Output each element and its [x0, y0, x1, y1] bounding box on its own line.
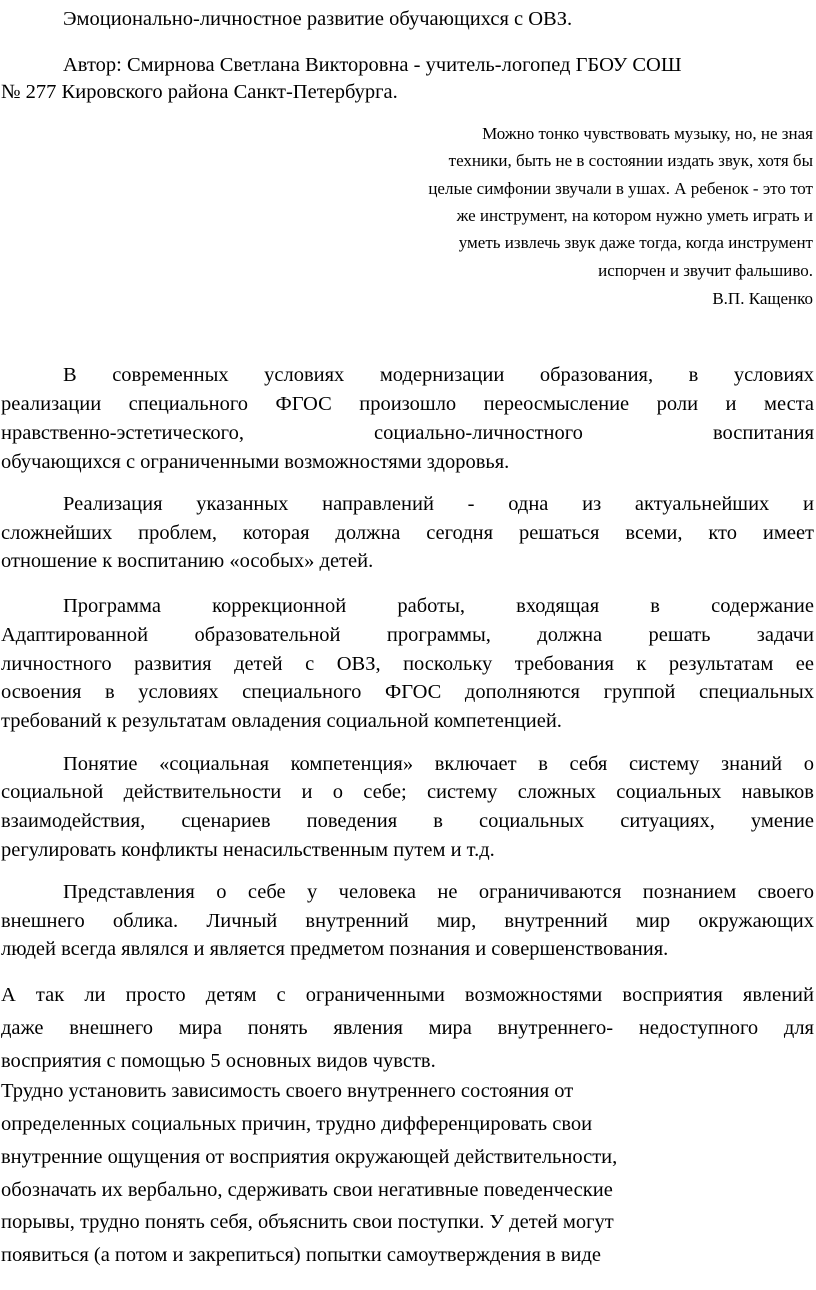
paragraph-line: нравственно-эстетического, социально-личностного воспитания	[1, 422, 814, 444]
paragraph-line: восприятия с помощью 5 основных видов чувств.	[1, 1050, 436, 1072]
paragraph-line: Реализация указанных направлений - одна из актуальнейших и	[63, 493, 814, 515]
epigraph-line: Можно тонко чувствовать музыку, но, не зная	[482, 124, 813, 143]
paragraph-line: сложнейших проблем, которая должна сегодня решаться всеми, кто имеет	[1, 522, 814, 544]
paragraph-line: Представления о себе у человека не ограничиваются познанием своего	[63, 881, 814, 903]
paragraph-line: требований к результатам овладения социальной компетенцией.	[1, 710, 562, 732]
paragraph-line: отношение к воспитанию «особых» детей.	[1, 550, 374, 572]
document-title: Эмоционально-личностное развитие обучающихся с ОВЗ.	[63, 8, 573, 30]
paragraph-line: обозначать их вербально, сдерживать свои негативные поведенческие	[1, 1179, 613, 1201]
paragraph-line: обучающихся с ограниченными возможностями здоровья.	[1, 451, 510, 473]
epigraph-author: В.П. Кащенко	[712, 289, 813, 308]
paragraph-line: людей всегда являлся и является предметом познания и совершенствования.	[1, 938, 669, 960]
author-line-1: Автор: Смирнова Светлана Викторовна - учитель-логопед ГБОУ СОШ	[63, 54, 682, 76]
paragraph-line: личностного развития детей с ОВЗ, поскольку требования к результатам ее	[1, 653, 814, 675]
epigraph-line: испорчен и звучит фальшиво.	[598, 261, 813, 280]
epigraph-line: техники, быть не в состоянии издать звук, хотя бы	[448, 151, 813, 170]
epigraph-line: уметь извлечь звук даже тогда, когда инструмент	[458, 233, 813, 252]
paragraph-line: Понятие «социальная компетенция» включает в себя систему знаний о	[63, 753, 814, 775]
paragraph-line: появиться (а потом и закрепиться) попытки самоутверждения в виде	[1, 1244, 602, 1266]
paragraph-line: внешнего облика. Личный внутренний мир, внутренний мир окружающих	[1, 910, 814, 932]
author-line-2: № 277 Кировского района Санкт-Петербурга.	[1, 81, 398, 103]
paragraph-line: Программа коррекционной работы, входящая в содержание	[63, 595, 814, 617]
paragraph-line: взаимодействия, сценариев поведения в социальных ситуациях, умение	[1, 810, 814, 832]
paragraph-line: социальной действительности и о себе; систему сложных социальных навыков	[1, 781, 814, 803]
paragraph-line: внутренние ощущения от восприятия окружающей действительности,	[1, 1146, 618, 1168]
paragraph-line: В современных условиях модернизации образования, в условиях	[63, 364, 814, 386]
paragraph-line: освоения в условиях специального ФГОС дополняются группой специальных	[1, 681, 814, 703]
paragraph-line: регулировать конфликты ненасильственным путем и т.д.	[1, 839, 495, 861]
paragraph-line: даже внешнего мира понять явления мира внутреннего- недоступного для	[1, 1017, 814, 1039]
paragraph-line: Адаптированной образовательной программы, должна решать задачи	[1, 624, 814, 646]
paragraph-line: А так ли просто детям с ограниченными возможностями восприятия явлений	[1, 984, 814, 1006]
epigraph-line: же инструмент, на котором нужно уметь играть и	[456, 206, 813, 225]
paragraph-line: определенных социальных причин, трудно дифференцировать свои	[1, 1113, 593, 1135]
paragraph-line: реализации специального ФГОС произошло переосмысление роли и места	[1, 393, 814, 415]
paragraph-line: Трудно установить зависимость своего внутреннего состояния от	[1, 1080, 574, 1102]
epigraph-line: целые симфонии звучали в ушах. А ребенок - это тот	[428, 179, 813, 198]
paragraph-line: порывы, трудно понять себя, объяснить свои поступки. У детей могут	[1, 1211, 614, 1233]
